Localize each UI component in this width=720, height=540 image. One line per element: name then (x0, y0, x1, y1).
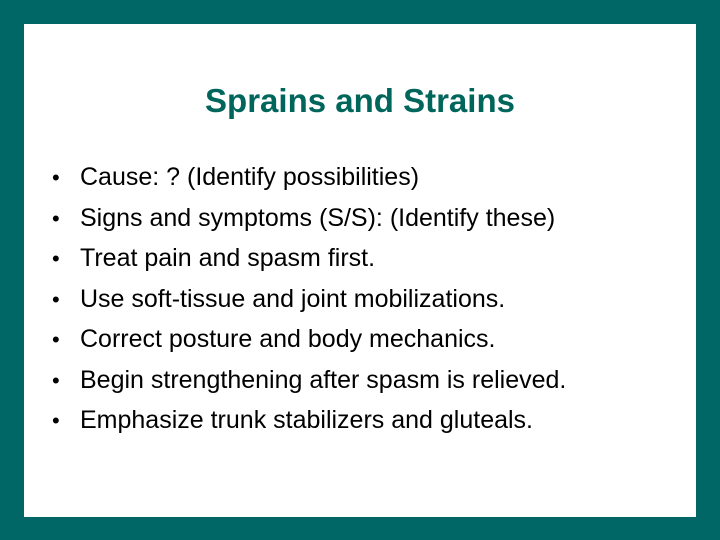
bullet-list (52, 163, 566, 447)
bullet-text: Begin strengthening after spasm is relieved. (80, 365, 567, 394)
bullet-item (52, 325, 566, 366)
slide (24, 24, 696, 517)
bullet-item (52, 204, 566, 245)
bullet-item (52, 285, 566, 326)
bullet-icon: • (52, 286, 60, 312)
bullet-icon: • (52, 246, 60, 271)
bullet-text: Treat pain and spasm first. (80, 244, 376, 272)
bullet-icon: • (52, 327, 60, 352)
bullet-icon: • (52, 165, 60, 190)
bullet-text: Correct posture and body mechanics. (80, 325, 496, 353)
bullet-item (52, 406, 566, 447)
bullet-item (52, 366, 566, 407)
bullet-text: Signs and symptoms (S/S): (Identify these) (80, 203, 556, 232)
bullet-item (52, 244, 566, 285)
bullet-text: Emphasize trunk stabilizers and gluteals. (80, 406, 534, 434)
bullet-text: Cause: ? (Identify possibilities) (80, 163, 420, 191)
slide-title: Sprains and Strains (205, 82, 515, 119)
bullet-icon: • (52, 408, 60, 433)
bullet-text: Use soft-tissue and joint mobilizations. (80, 284, 506, 313)
bullet-item (52, 163, 566, 204)
bullet-icon: • (52, 367, 60, 393)
bullet-icon: • (52, 205, 60, 231)
